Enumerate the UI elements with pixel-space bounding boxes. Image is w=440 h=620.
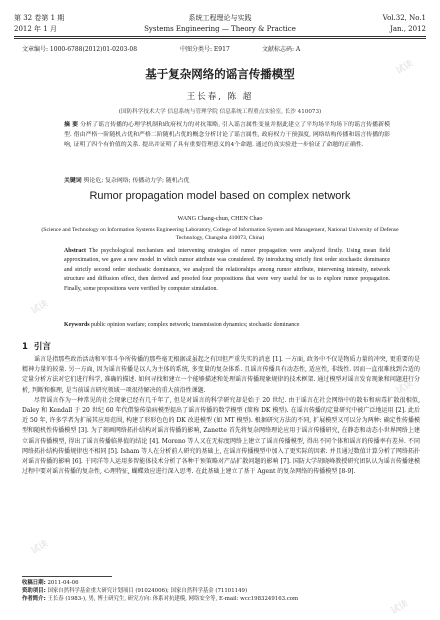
title-cn: 基于复杂网络的谣言传播模型 (145, 67, 295, 81)
date-en: Jan., 2012 (390, 25, 426, 33)
watermark: 试读 (389, 598, 411, 617)
keywords-cn (64, 175, 390, 184)
section-heading (22, 340, 51, 352)
date-cn: 2012 年 1 月 (14, 25, 57, 33)
footnote-text: 王长春 (1983-), 男, 博士研究生, 研究方向: 体系对抗建模, 网络安全等, E-mail: wcc1983249163.com (47, 596, 299, 603)
body-text (22, 355, 420, 477)
footnote-label: 资助项目: (22, 588, 46, 595)
watermark: 试读 (394, 378, 416, 397)
affiliation-en: (Science and Technology on Information Systems Engineering Laboratory, College of Information System and Management, National University of Defense Technology, Changsha 410073, China) (41, 227, 399, 241)
footnote-author (22, 595, 420, 603)
journal-cn: 系统工程理论与实践 (188, 14, 252, 22)
keywords-cn-text: 舆论危; 复杂网络; 传播动力学; 随机占优 (83, 178, 190, 184)
journal-en: Systems Engineering — Theory & Practice (144, 25, 296, 33)
keywords-en (64, 322, 390, 328)
header-rule-2 (14, 38, 426, 39)
doc-code: 文献标志码: A (262, 46, 301, 53)
abstract-en-label: Abstract (64, 248, 86, 254)
volume-cn: 第 32 卷第 1 期 (14, 14, 65, 22)
footnote-received (22, 579, 420, 587)
section-number: 1 (22, 342, 28, 352)
clc-code: 中图分类号: E917 (180, 46, 230, 53)
footnote-text: 国家自然科学基金重大研究计划项目 (91024006); 国家自然科学基金 (71101149) (47, 588, 248, 595)
affiliation-cn: (国防科学技术大学 信息系统与管理学院 信息系统工程重点实验室, 长沙 410073) (118, 109, 322, 115)
watermark: 试读 (29, 538, 51, 557)
section-title: 引言 (33, 342, 51, 352)
footnote-rule (22, 576, 112, 577)
abstract-en-text: The psychological mechanism and intervening strategies of rumor propagation were analyzed firstly. Using mean field approximation, we gave a new model in which rumor attribute was considered. By introducing strictly first order stochastic dominance and strictly second order stochastic dominance, we analyzed the relationships among rumor attribute, intervening intensity, network structure and diffusion effect, then derived and proofed four propositions that were very useful for us to explore rumor propagation. Finally, some propositions were verified by computer simulation. (64, 248, 390, 292)
footnote-label: 收稿日期: (22, 580, 46, 586)
abstract-cn-text: 分析了谣言传播的心理学机制和政府权力的对抗策略, 引入谣言属性变量并据此建立了平均场平均场下的谣言传播新模型. 借由严格一阶随机占优和严格二阶随机占优的概念分析讨论了谣言属性, 政府权力干预强度, 网络结构传播和谣言传播的影响, 证明了四个有价值的关系. 提出并证明了具有重要管理意义的4个命题. 通过仿真实验进一步验证了命题的正确性. (64, 122, 390, 148)
keywords-cn-label: 关键词 (64, 178, 82, 184)
footnotes (22, 579, 420, 604)
footnote-funding (22, 587, 420, 595)
volume-en: Vol.32, No.1 (382, 14, 426, 22)
body-paragraph: 尽管谣言作为一种常见的社会现象已经有几千年了, 但是对谣言的科学研究却是始于 20 世纪. 由于谣言在社会网络中的散布和病毒扩散很相似, Daley 和 Kendall 于 20 世纪 60 年代借鉴传染病模型提出了谣言传播的数学模型 (简称 DK 模型). 在谣言传播的定量研究中被广泛地运用 [2]. 此后近 50 年, 许多学者为扩展其应用范围, 构建了形形色色的 DK 改进模型 (如 MT 模型). 根据研究方法的不同, 扩展模型又可以分为两种: 确定性传播模型和随机性传播模型 [3]. 为了刻画网络拓扑结构对谣言传播的影响, Zanette 首先将复杂网络理论应用于谣言传播研究, 在静态和动态小世界网络上建立谣言传播模型, 得出了谣言传播临界值的结论 [4]. Moreno 等人又在无标度网络上建立了谣言传播模型, 得出不同个体和谣言的传播率有差异. 不同网络拓扑结构传播规律也不相同 [5]. Isham 等人在分析前人研究的基础上, 在谣言传播模型中加入了更实际的因素. 并且通过数值计算分析了网络拓扑对谣言传播的影响 [6]. 于同洋等人运用多智能体技术分析了各种干预策略对产品扩散问题的影响 [7]. 国防大学胡晓峰教授研究团队认为谣言传播建模过程中要对谣言传播的复杂性, 心理特征, 蝴蝶效应进行深入思考. 在此基础上建立了基于 Agent 的复杂网络的传播模型 [8-9]. (22, 396, 420, 476)
keywords-en-text: public opinion warfare; complex network; transmission dynamics; stochastic dominance (91, 322, 300, 328)
authors-cn: 王长春, 陈 超 (186, 92, 254, 102)
footnote-label: 作者简介: (22, 596, 46, 603)
abstract-cn (64, 121, 390, 150)
title-en: Rumor propagation model based on complex network (89, 190, 351, 202)
authors-en: WANG Chang-chun, CHEN Chao (177, 215, 263, 222)
body-paragraph: 谣言是指那些政治活动和军事斗争所传播的那些毫无根据或虽起之有因但严重失实的消息 [1]. 一方面, 政务中不仅是物质力量的冲突, 更重要的是精神力量的较量. 另一方面, 因为谣言传播是以人为主体的系统, 多变量的复杂体系. 且谣言传播具有动态性, 适应性, 非线性. 因而一直很难找到合适的定量分析方法对它们进行科学, 准确的描述. 如何寻找和建立一个能够描述和处理谣言传播现象规律的技术框架. 通过模型对谣言发育现象和问题进行分析, 判断和推理, 是当前谣言研究领域一项很待解决的重大前沿性课题. (22, 356, 420, 394)
watermark: 试读 (394, 58, 416, 77)
footnote-text: 2011-04-06 (47, 580, 79, 586)
abstract-cn-label: 摘 要 (64, 122, 79, 128)
keywords-en-label: Keywords (64, 322, 90, 328)
watermark: 试读 (29, 298, 51, 317)
article-id: 文章编号: 1000-6788(2012)01-0203-08 (22, 46, 138, 53)
header-rule (14, 36, 426, 37)
abstract-en (64, 247, 390, 294)
